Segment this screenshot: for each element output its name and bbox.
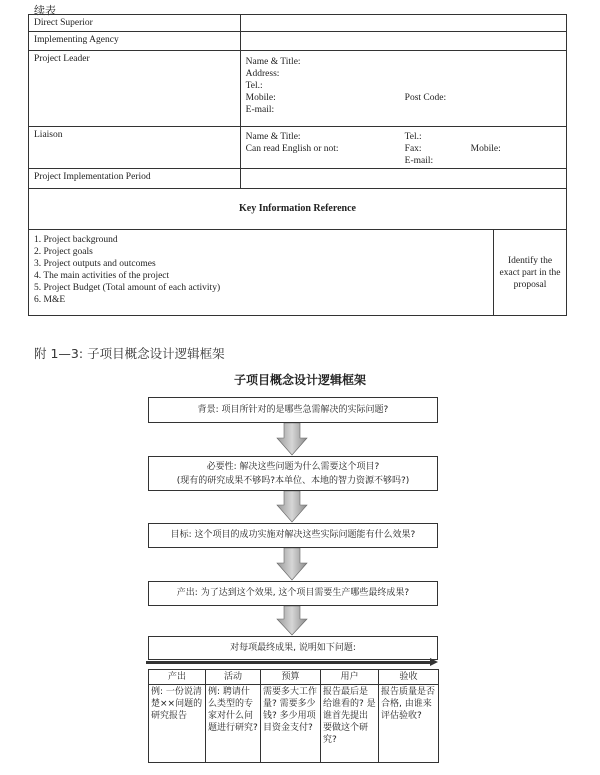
reference-list: [29, 230, 494, 316]
framework-title: 子项目概念设计逻辑框架: [233, 373, 366, 387]
necessity-box: [148, 456, 438, 491]
liaison-fax: Fax:: [404, 144, 422, 154]
ref-item: 2. Project goals: [34, 247, 93, 257]
leader-mobile: Mobile:: [245, 93, 276, 103]
ref-item: 4. The main activities of the project: [34, 271, 170, 281]
cell-activity: 例: 聘请什么类型的专家对什么问题进行研究?: [206, 685, 261, 763]
divider-arrow-head: [430, 658, 438, 666]
down-arrow-icon: [276, 606, 308, 636]
project-info-form: [28, 14, 567, 316]
down-arrow-icon: [276, 423, 308, 456]
liaison-tel: Tel.:: [404, 132, 422, 142]
attachment-title: 附 1—3: 子项目概念设计逻辑框架: [34, 346, 225, 361]
necessity-line2: (现有的研究成果不够吗?本单位、本地的智力资源不够吗?): [176, 476, 410, 486]
ref-item: 5. Project Budget (Total amount of each activity): [34, 283, 221, 293]
output-breakdown-table: [148, 669, 439, 763]
continued-label: 续表: [34, 4, 56, 17]
leader-post-code: Post Code:: [404, 93, 447, 103]
each-output-box: [148, 636, 438, 660]
direct-superior-label: Direct Superior: [29, 15, 241, 32]
background-box: [148, 397, 438, 423]
leader-tel: Tel.:: [245, 81, 263, 91]
implementing-agency-label: Implementing Agency: [29, 32, 241, 51]
col-header-acceptance: 验收: [379, 670, 439, 685]
direct-superior-value[interactable]: [240, 15, 566, 32]
ref-item: 6. M&E: [34, 295, 66, 305]
cell-output: 例: 一份说清楚××问题的研究报告: [149, 685, 206, 763]
cell-acceptance: 报告质量是否合格, 由谁来评估验收?: [379, 685, 439, 763]
output-text: 产出: 为了达到这个效果, 这个项目需要生产哪些最终成果?: [176, 588, 410, 598]
necessity-line1: 必要性: 解决这些问题为什么需要这个项目?: [206, 462, 380, 472]
period-value[interactable]: [240, 169, 566, 189]
implementing-agency-value[interactable]: [240, 32, 566, 51]
ref-item: 1. Project background: [34, 235, 118, 245]
project-leader-fields[interactable]: [240, 51, 566, 127]
down-arrow-icon: [276, 548, 308, 581]
col-header-user: 用户: [321, 670, 379, 685]
col-header-output: 产出: [149, 670, 206, 685]
period-label: Project Implementation Period: [29, 169, 241, 189]
output-box: [148, 581, 438, 606]
each-output-text: 对每项最终成果, 说明如下问题:: [230, 643, 356, 653]
liaison-fields[interactable]: [240, 127, 566, 169]
liaison-label: Liaison: [29, 127, 241, 169]
liaison-mobile: Mobile:: [470, 144, 501, 154]
ref-item: 3. Project outputs and outcomes: [34, 259, 156, 269]
cell-user: 报告最后是给谁看的? 是谁首先提出要做这个研究?: [321, 685, 379, 763]
cell-budget: 需要多大工作量? 需要多少钱? 多少用项目资金支付?: [261, 685, 321, 763]
col-header-budget: 预算: [261, 670, 321, 685]
liaison-email: E-mail:: [404, 156, 434, 166]
background-text: 背景: 项目所针对的是哪些急需解决的实际问题?: [197, 405, 389, 415]
liaison-name-title: Name & Title:: [245, 132, 301, 142]
liaison-english: Can read English or not:: [245, 144, 339, 154]
goal-text: 目标: 这个项目的成功实施对解决这些实际问题能有什么效果?: [170, 530, 416, 540]
col-header-activity: 活动: [206, 670, 261, 685]
project-leader-label: Project Leader: [29, 51, 241, 127]
identify-note: Identify the exact part in the proposal: [494, 230, 567, 316]
leader-name-title: Name & Title:: [245, 57, 301, 67]
down-arrow-icon: [276, 491, 308, 523]
leader-email: E-mail:: [245, 105, 275, 115]
divider-arrow-line: [146, 661, 432, 664]
key-info-heading: Key Information Reference: [29, 189, 567, 230]
leader-address: Address:: [245, 69, 280, 79]
goal-box: [148, 523, 438, 548]
